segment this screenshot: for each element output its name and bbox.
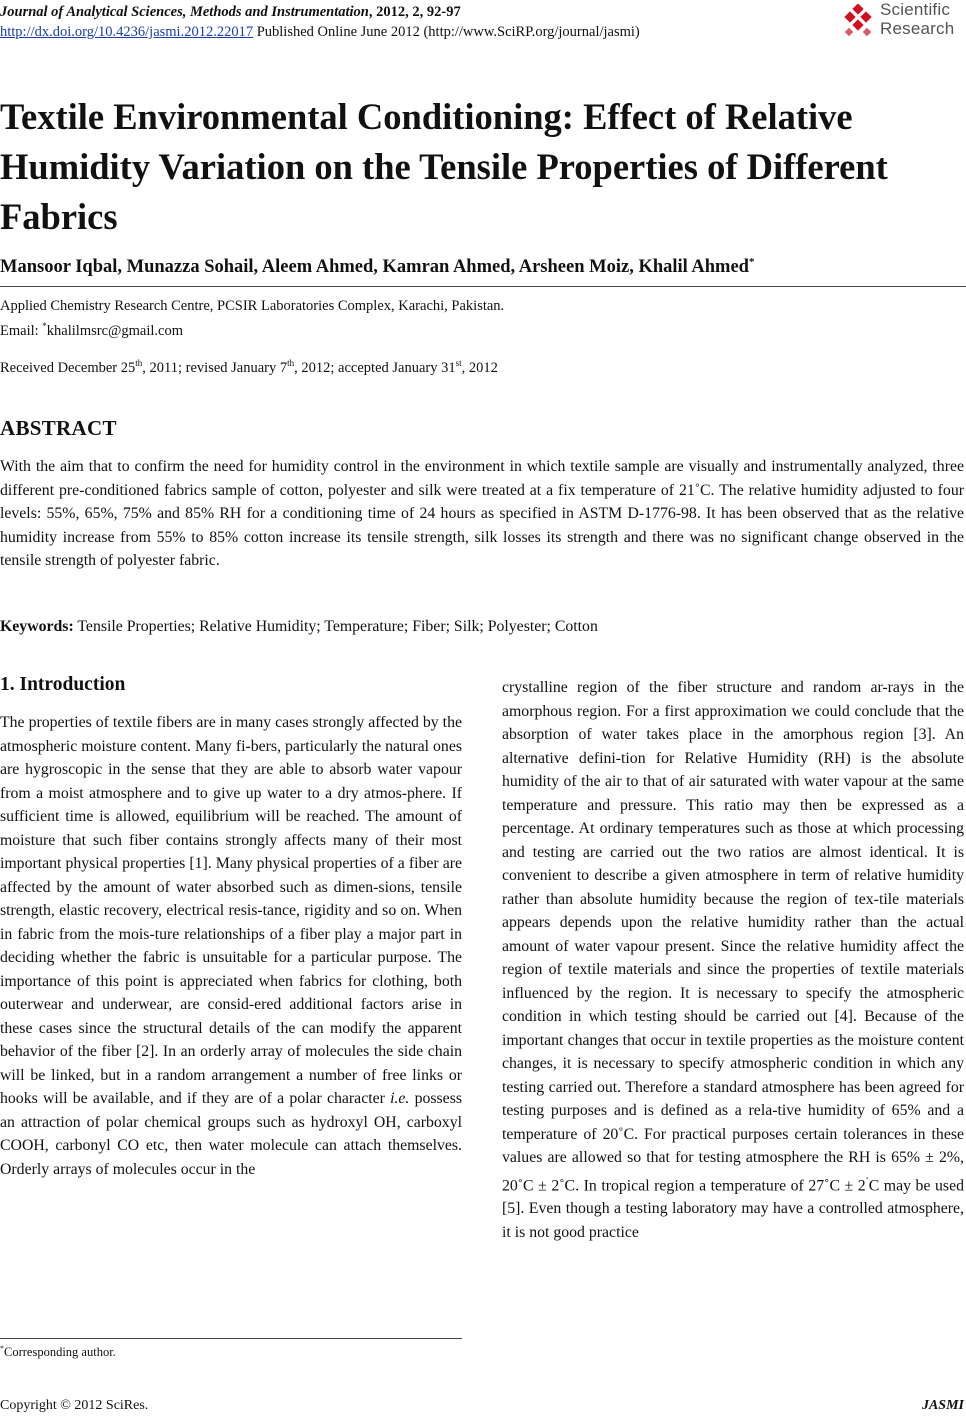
section-heading-introduction: 1. Introduction [0,674,126,695]
accepted-text: , 2012; accepted January 31 [294,359,456,376]
email-mark: * [42,321,47,331]
footnote [0,1344,116,1360]
corresponding-mark: * [748,256,755,268]
published-info: Published Online June 2012 (http://www.SciRP.org/journal/jasmi) [253,24,640,40]
email-address[interactable]: khalilmsrc@gmail.com [46,322,183,339]
abstract-text: With the aim that to confirm the need for humidity control in the environment in which textile sample are visually and instrumentally analyzed, three different pre-conditioned fabrics sample of cotton, polyester and silk were treated at a fix temperature of 21˚C. The relative humidity adjusted to four levels: 55%, 65%, 75% and 85% RH for a conditioning time of 24 hours as specified in ASTM D-1776-98. It has been observed that as the relative humidity increase from 55% to 85% cotton increase its tensile strength, silk losses its strength and there was no significant change observed in the tensile strength of polyester fabric. [0,458,964,569]
copyright: Copyright © 2012 SciRes. [0,1398,149,1413]
body-column-left [0,711,462,1181]
ordinal-suffix: th [135,358,143,368]
title-divider [0,286,966,287]
article-title: Textile Environmental Conditioning: Effect of Relative Humidity Variation on the Tensile Properties of Different Fabrics [0,96,888,237]
degree-mark: ˚ [865,1175,869,1186]
intro-text-part: C may be used [5]. Even though a testing laboratory may have a controlled atmosphere, it is not good practice [502,1176,964,1241]
footnote-divider [0,1338,462,1339]
year-text: , 2012 [461,359,498,376]
keywords [0,618,598,636]
affiliation-block [0,296,504,341]
logo-line-2: Research [880,19,955,38]
logo-line-1: Scientific [880,0,951,19]
email-label: Email: [0,322,43,339]
scirp-logo-text [880,0,954,38]
revised-text: , 2011; revised January 7 [142,359,288,376]
journal-header [0,2,820,42]
intro-text-part: The properties of textile fibers are in many cases strongly affected by the atmospheric moisture content. Many fi-bers, particularly the natural ones are hygroscopic in the sense that they are able to absorb water vapour from a moist atmosphere and to give up water to a dry atmos-phere. If sufficient time is allowed, equilibrium will be reached. The amount of moisture that such fiber contains strongly affects many of their most important physical properties [1]. Many physical properties of a fiber are affected by the amount of water absorbed such as dimen-sions, tensile strength, elastic recovery, electrical resis-tance, rigidity and so on. When in fabric from the mois-ture relationships of a fiber play a major part in deciding whether the fabric is unsuitable for a particular purpose. The importance of this point is appreciated when fabrics for clothing, both outerwear and underwear, are consid-ered additional factors arise in these cases since the structural details of the can modify the apparent behavior of the fiber [2]. In an orderly array of molecules the side chain will be linked, but in a random arrangement a number of free links or hooks will be available, and if they are of a polar character [0,714,462,1107]
keywords-label: Keywords: [0,618,74,635]
body-column-right [502,676,964,1244]
journal-title: Journal of Analytical Sciences, Methods and Instrumentation [0,4,369,20]
abstract-heading: ABSTRACT [0,416,117,440]
authors-text: Mansoor Iqbal, Munazza Sohail, Aleem Ahmed, Kamran Ahmed, Arsheen Moiz, Khalil Ahmed [0,257,749,278]
doi-link[interactable]: http://dx.doi.org/10.4236/jasmi.2012.22017 [0,24,254,40]
journal-citation-line [0,2,820,22]
intro-paragraph-left [0,711,462,1181]
author-list [0,256,966,278]
intro-paragraph-right [502,676,964,1244]
email-line [0,316,504,341]
ordinal-suffix: th [287,358,295,368]
received-text: Received December 25 [0,359,136,376]
intro-italic-ie: i.e. [390,1090,410,1107]
journal-abbreviation: JASMI [921,1398,964,1413]
ordinal-suffix: st [455,358,462,368]
received-dates [0,358,498,377]
scirp-logo-icon [840,4,876,40]
footnote-text: Corresponding author. [4,1345,116,1360]
keywords-text: Tensile Properties; Relative Humidity; Temperature; Fiber; Silk; Polyester; Cotton [73,618,598,635]
intro-text-part: possess an attraction of polar chemical groups such as hydroxyl OH, carboxyl COOH, carbonyl CO etc, then water molecule can attach themselves. Orderly arrays of molecules occur in the [0,1090,462,1178]
footnote-mark: * [0,1344,4,1353]
affiliation: Applied Chemistry Research Centre, PCSIR Laboratories Complex, Karachi, Pakistan. [0,298,505,314]
intro-text-part: crystalline region of the fiber structure and random ar-rays in the amorphous region. For a first approximation we could conclude that the absorption of water takes place in the amorphous region [3]. An alternative defini-tion for Relative Humidity (RH) is the absolute humidity of the air to that of air saturated with water vapour at the same temperature and pressure. This ratio may then be expressed as a percentage. At ordinary temperatures such as those at which processing and testing are carried out the two ratios are almost identical. It is convenient to describe a given atmosphere in term of relative humidity rather than absolute humidity because the region of tex-tile materials appears depends upon the relative humidity rather than the actual amount of water vapour present. Since the relative humidity affect the region of textile materials and since the properties of textile materials influenced by the region. It is necessary to specify the atmospheric condition in which testing should be carried out [4]. Because of the important changes that occur in textile properties as the moisture content changes, it is necessary to specify atmospheric condition in which any testing carried out. Therefore a standard atmosphere has been agreed for testing purposes and is defined as a rela-tive humidity of 65% and a temperature of 20˚C. For practical purposes certain tolerances in these values are allowed so that for testing atmosphere the RH is 65% ± 2%, 20˚C ± 2˚C. In tropical region a temperature of 27˚C ± 2 [502,679,964,1194]
journal-details: , 2012, 2, 92-97 [368,4,461,20]
doi-line [0,22,820,42]
scirp-logo [840,0,962,44]
